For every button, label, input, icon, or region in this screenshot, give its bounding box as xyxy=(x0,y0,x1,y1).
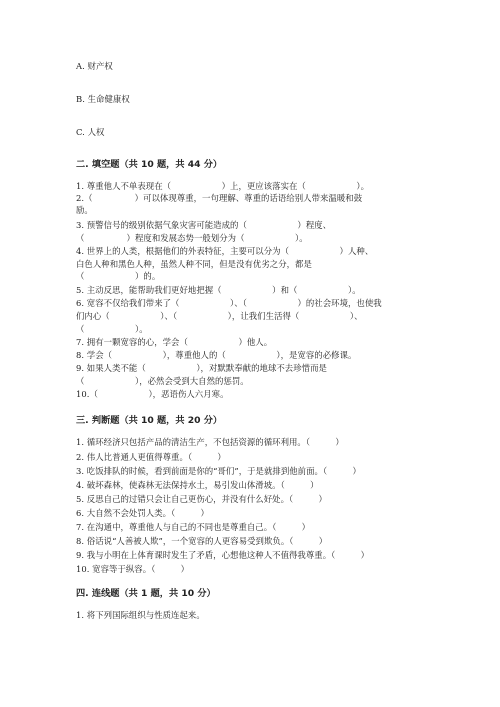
fill-line: 6. 宽容不仅给我们带来了（ ）、（ ）的社会环境，也使我 xyxy=(76,298,382,308)
fill-line: 10.（ ），恶语伤人六月寒。 xyxy=(76,389,229,399)
match-section-title: 四. 连线题（共 1 题，共 10 分） xyxy=(76,588,216,599)
judge-line: 6. 大自然不会处罚人类。（ ） xyxy=(76,508,209,518)
judge-section-title: 三. 判断题（共 10 题，共 20 分） xyxy=(76,415,223,426)
fill-line: 们内心（ ）、（ ），让我们生活得（ ）、 xyxy=(76,311,363,321)
judge-line: 8. 俗话说“人善被人欺”，一个宽容的人更容易受到欺负。（ ） xyxy=(76,536,328,546)
option-b: B. 生命健康权 xyxy=(76,94,130,104)
fill-line: 1. 尊重他人不单表现在（ ）上，更应该落实在（ ）。 xyxy=(76,181,370,191)
option-a: A. 财产权 xyxy=(76,61,113,71)
fill-line: 5. 主动反思，能帮助我们更好地把握（ ）和（ ）。 xyxy=(76,285,361,295)
fill-line: 2.（ ）可以体现尊重，一句理解、尊重的话语给别人带来温暖和鼓 xyxy=(76,193,363,203)
fill-line: （ ）的。 xyxy=(76,271,161,281)
fill-line: 3. 预警信号的级别依据气象灾害可能造成的（ ）程度、 xyxy=(76,220,332,230)
fill-line: 白色人种和黑色人种，虽然人种不同，但是没有优劣之分，都是 xyxy=(76,259,312,269)
fill-line: （ ）程度和发展态势一般划分为（ ）。 xyxy=(76,233,308,243)
match-line: 1. 将下列国际组织与性质连起来。 xyxy=(76,610,205,620)
fill-line: （ ），必然会受到大自然的惩罚。 xyxy=(76,376,249,386)
judge-line: 4. 破坏森林，使森林无法保持水土，易引发山体滑坡。（ ） xyxy=(76,480,319,490)
judge-line: 1. 循环经济只包括产品的清洁生产，不包括资源的循环利用。（ ） xyxy=(76,437,344,447)
judge-line: 7. 在沟通中，尊重他人与自己的不同也是尊重自己。（ ） xyxy=(76,522,311,532)
judge-line: 2. 伟人比普通人更值得尊重。（ ） xyxy=(76,452,226,462)
judge-line: 9. 我与小明在上体育课时发生了矛盾，心想他这种人不值得我尊重。（ ） xyxy=(76,550,370,560)
fill-line: 9. 如果人类不能（ ），对默默奉献的地球不去珍惜而是 xyxy=(76,363,327,373)
fill-line: 8. 学会（ ），尊重他人的（ ），是宽容的必修课。 xyxy=(76,350,357,360)
judge-line: 5. 反思自己的过错只会让自己更伤心，并没有什么好处。（ ） xyxy=(76,494,327,504)
judge-line: 3. 吃饭排队的时候，看到前面是你的“哥们”，于是就排到他前面。（ ） xyxy=(76,466,361,476)
fill-section-title: 二. 填空题（共 10 题，共 44 分） xyxy=(76,159,223,170)
option-c: C. 人权 xyxy=(76,127,105,137)
judge-line: 10. 宽容等于纵容。（ ） xyxy=(76,564,190,574)
fill-line: 励。 xyxy=(76,205,93,215)
fill-line: （ ）。 xyxy=(76,324,148,334)
fill-line: 4. 世界上的人类，根据他们的外表特征，主要可以分为（ ）人种、 xyxy=(76,246,374,256)
fill-line: 7. 拥有一颗宽容的心，学会（ ）他人。 xyxy=(76,337,273,347)
